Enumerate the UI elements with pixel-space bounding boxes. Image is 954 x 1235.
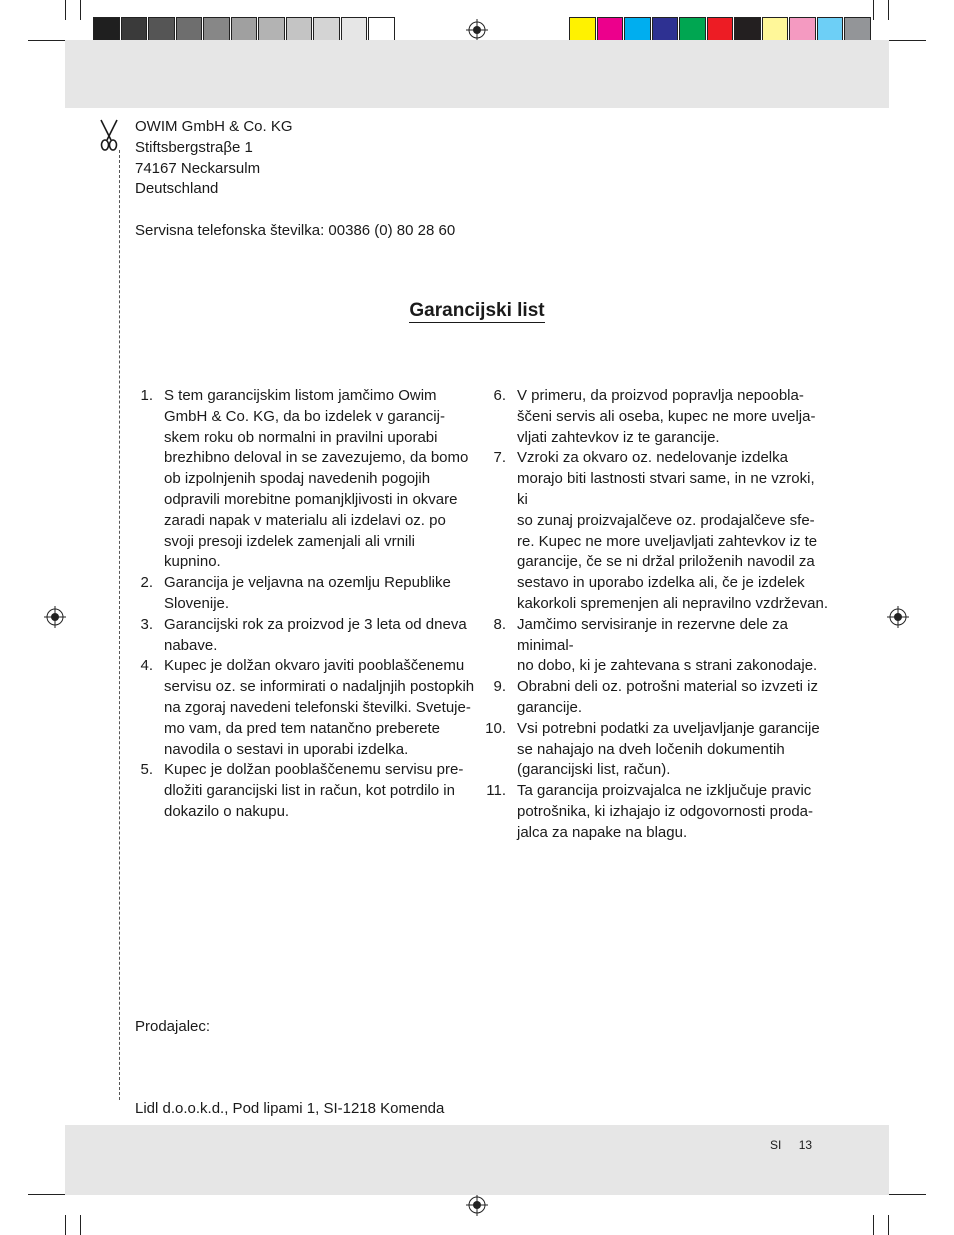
- page-footer: [770, 1138, 812, 1152]
- term-number: 3.: [140, 615, 153, 633]
- crop-mark: [28, 1194, 66, 1195]
- warranty-term-item: [478, 781, 828, 843]
- crop-mark: [65, 0, 66, 20]
- term-text: [164, 615, 475, 657]
- term-text-line: Vzroki za okvaro oz. nedelovanje izdelka: [517, 449, 788, 467]
- term-text-line: Ta garancija proizvajalca ne izključuje pravic: [517, 782, 812, 800]
- term-text-line: Vsi potrebni podatki za uveljavljanje garancije: [517, 719, 820, 737]
- crop-mark: [888, 0, 889, 20]
- registration-mark-icon: [466, 1194, 488, 1216]
- term-number: 2.: [140, 574, 153, 592]
- crop-mark: [28, 40, 66, 41]
- term-text-line: nabave.: [164, 636, 218, 654]
- term-text-line: sestavo in uporabo izdelka ali, če je izdelek: [517, 574, 805, 592]
- warranty-term-item: [478, 719, 828, 781]
- term-text-line: odpravili morebitne pomanjkljivosti in okvare: [164, 490, 458, 508]
- warranty-term-item: [478, 448, 828, 614]
- term-text-line: ob izpolnjenih spodaj navedenih pogojih: [164, 470, 431, 488]
- crop-mark: [80, 1215, 81, 1235]
- service-phone: Servisna telefonska številka: 00386 (0) 80 28 60: [135, 222, 456, 239]
- term-number: 10.: [485, 719, 506, 737]
- term-text: [517, 781, 828, 843]
- cut-line: [119, 150, 120, 1100]
- term-text-line: dokazilo o nakupu.: [164, 802, 290, 820]
- term-text-line: brezhibno deloval in se zavezujemo, da bomo: [164, 449, 469, 467]
- warranty-terms-left-column: [125, 386, 475, 823]
- term-text: [517, 615, 828, 677]
- seller-label: Prodajalec:: [135, 1018, 211, 1035]
- page-title: [0, 300, 954, 322]
- term-text-line: na zgoraj navedeni telefonski številki. Svetuje-: [164, 698, 471, 716]
- term-number: 7.: [493, 449, 506, 467]
- term-text-line: no dobo, ki je zahtevana s strani zakonodaje.: [517, 657, 818, 675]
- footer-band: [65, 1125, 889, 1195]
- term-number: 1.: [140, 387, 153, 404]
- language-code: SI: [770, 1138, 782, 1152]
- term-text-line: jalca za napake na blagu.: [517, 823, 688, 841]
- term-text-line: garancije, če se ni držal priloženih navodil za: [517, 553, 815, 571]
- term-text-line: garancije.: [517, 698, 583, 716]
- term-text-line: Slovenije.: [164, 594, 230, 612]
- warranty-term-item: [478, 386, 828, 448]
- company-country: Deutschland: [135, 180, 219, 198]
- term-text: [517, 719, 828, 781]
- registration-mark-icon: [44, 606, 66, 628]
- term-text: [517, 448, 828, 614]
- term-text-line: dložiti garancijski list in račun, kot potrdilo in: [164, 782, 455, 800]
- term-text-line: se nahajajo na dveh ločenih dokumentih: [517, 740, 785, 758]
- term-text: [164, 573, 475, 615]
- term-text-line: morajo biti lastnosti stvari same, in ne vzroki, ki: [517, 470, 815, 508]
- warranty-term-item: [125, 386, 475, 573]
- term-text: [164, 656, 475, 760]
- warranty-term-item: [478, 615, 828, 677]
- term-number: 11.: [486, 782, 506, 800]
- crop-mark: [873, 1215, 874, 1235]
- term-number: 6.: [493, 387, 506, 404]
- term-text-line: Kupec je dolžan okvaro javiti pooblaščenemu: [164, 657, 465, 675]
- company-name: OWIM GmbH & Co. KG: [135, 118, 293, 135]
- title-text: Garancijski list: [409, 300, 545, 321]
- company-street: Stiftsbergstraβe 1: [135, 138, 253, 156]
- term-text-line: servisu oz. se informirati o nadaljnjih postopkih: [164, 678, 475, 696]
- term-text-line: zaradi napak v materialu ali izdelavi oz. po: [164, 511, 446, 529]
- term-text: [517, 677, 828, 719]
- header-band: [65, 40, 889, 108]
- crop-mark: [888, 1194, 926, 1195]
- warranty-term-item: [125, 656, 475, 760]
- crop-mark: [873, 0, 874, 20]
- term-text-line: Garancija je veljavna na ozemlju Republike: [164, 574, 451, 592]
- term-number: 4.: [140, 657, 153, 675]
- term-text-line: Kupec je dolžan pooblaščenemu servisu pre-: [164, 761, 464, 779]
- term-text-line: navodila o sestavi in uporabi izdelka.: [164, 740, 409, 758]
- seller-address: Lidl d.o.o.k.d., Pod lipami 1, SI-1218 Komenda: [135, 1100, 445, 1117]
- term-text-line: V primeru, da proizvod popravlja nepoobla-: [517, 387, 804, 404]
- crop-mark: [888, 1215, 889, 1235]
- warranty-term-item: [125, 615, 475, 657]
- company-address: [135, 117, 293, 200]
- term-text-line: skem roku ob normalni in pravilni uporabi: [164, 428, 438, 446]
- warranty-terms-right-column: [478, 386, 828, 844]
- term-text-line: svoji presoji izdelek zamenjali ali vrnili kupnino.: [164, 532, 415, 571]
- company-city: 74167 Neckarsulm: [135, 159, 261, 177]
- term-text-line: vljati zahtevkov iz te garancije.: [517, 428, 720, 446]
- registration-mark-icon: [466, 19, 488, 41]
- term-text-line: so zunaj proizvajalčeve oz. prodajalčeve sfe-: [517, 511, 815, 529]
- term-number: 9.: [493, 678, 506, 696]
- page-number: 13: [798, 1138, 813, 1152]
- warranty-term-item: [125, 573, 475, 615]
- term-text: [517, 386, 828, 448]
- crop-mark: [80, 0, 81, 20]
- term-text-line: Obrabni deli oz. potrošni material so izvzeti iz: [517, 678, 818, 696]
- term-text-line: Jamčimo servisiranje in rezervne dele za minimal-: [517, 615, 788, 654]
- term-text-line: ščeni servis ali oseba, kupec ne more uvelja-: [517, 407, 816, 425]
- crop-mark: [888, 40, 926, 41]
- term-text-line: mo vam, da pred tem natančno preberete: [164, 719, 440, 737]
- term-text: [164, 386, 475, 573]
- term-text-line: GmbH & Co. KG, da bo izdelek v garancij-: [164, 407, 445, 425]
- crop-mark: [65, 1215, 66, 1235]
- warranty-term-item: [478, 677, 828, 719]
- term-number: 8.: [493, 615, 506, 633]
- scissors-icon: [97, 118, 121, 152]
- term-number: 5.: [140, 761, 153, 779]
- term-text-line: potrošnika, ki izhajajo iz odgovornosti proda-: [517, 802, 813, 820]
- term-text-line: kakorkoli spremenjen ali nepravilno vzdrževan.: [517, 594, 828, 612]
- term-text-line: S tem garancijskim listom jamčimo Owim: [164, 387, 437, 404]
- term-text-line: (garancijski list, račun).: [517, 761, 671, 779]
- term-text-line: Garancijski rok za proizvod je 3 leta od dneva: [164, 615, 467, 633]
- registration-mark-icon: [887, 606, 909, 628]
- term-text: [164, 760, 475, 822]
- term-text-line: re. Kupec ne more uveljavljati zahtevkov iz te: [517, 532, 818, 550]
- warranty-term-item: [125, 760, 475, 822]
